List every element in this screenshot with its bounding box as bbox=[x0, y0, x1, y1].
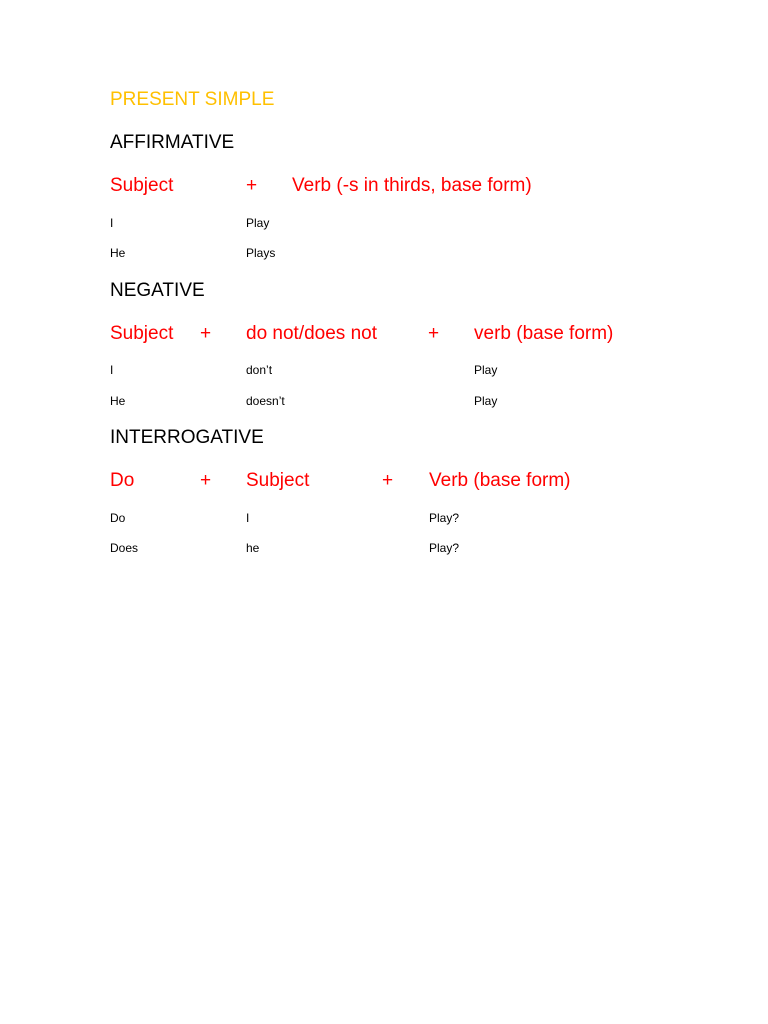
interrogative-formula-verb: Verb (base form) bbox=[429, 470, 571, 491]
affirmative-example-2-subject: He bbox=[110, 246, 126, 260]
interrogative-formula-plus-1: + bbox=[200, 470, 212, 491]
negative-formula-verb: verb (base form) bbox=[474, 323, 614, 344]
negative-example-1-subject: I bbox=[110, 363, 114, 377]
section-heading-affirmative: AFFIRMATIVE bbox=[110, 132, 235, 153]
negative-example-2-verb: Play bbox=[474, 394, 498, 408]
interrogative-example-2-auxiliary: Does bbox=[110, 541, 139, 555]
affirmative-example-1-subject: I bbox=[110, 216, 114, 230]
affirmative-formula-subject: Subject bbox=[110, 175, 174, 196]
section-heading-negative: NEGATIVE bbox=[110, 280, 205, 301]
negative-example-1-auxiliary: don’t bbox=[246, 363, 273, 377]
interrogative-example-1-subject: I bbox=[246, 511, 250, 525]
negative-formula-subject: Subject bbox=[110, 323, 174, 344]
negative-formula-plus-1: + bbox=[200, 323, 212, 344]
interrogative-formula-auxiliary: Do bbox=[110, 470, 135, 491]
interrogative-formula-plus-2: + bbox=[382, 470, 394, 491]
interrogative-example-2-subject: he bbox=[246, 541, 260, 555]
document-title: PRESENT SIMPLE bbox=[110, 89, 275, 110]
affirmative-example-1-verb: Play bbox=[246, 216, 270, 230]
section-heading-interrogative: INTERROGATIVE bbox=[110, 427, 264, 448]
interrogative-example-1-auxiliary: Do bbox=[110, 511, 126, 525]
interrogative-example-1-verb: Play? bbox=[429, 511, 460, 525]
negative-formula-auxiliary: do not/does not bbox=[246, 323, 377, 344]
negative-formula-plus-2: + bbox=[428, 323, 440, 344]
affirmative-formula-verb: Verb (-s in thirds, base form) bbox=[292, 175, 532, 196]
interrogative-formula-subject: Subject bbox=[246, 470, 310, 491]
interrogative-example-2-verb: Play? bbox=[429, 541, 460, 555]
affirmative-example-2-verb: Plays bbox=[246, 246, 276, 260]
negative-example-2-auxiliary: doesn’t bbox=[246, 394, 285, 408]
negative-example-2-subject: He bbox=[110, 394, 126, 408]
negative-example-1-verb: Play bbox=[474, 363, 498, 377]
affirmative-formula-plus: + bbox=[246, 175, 258, 196]
